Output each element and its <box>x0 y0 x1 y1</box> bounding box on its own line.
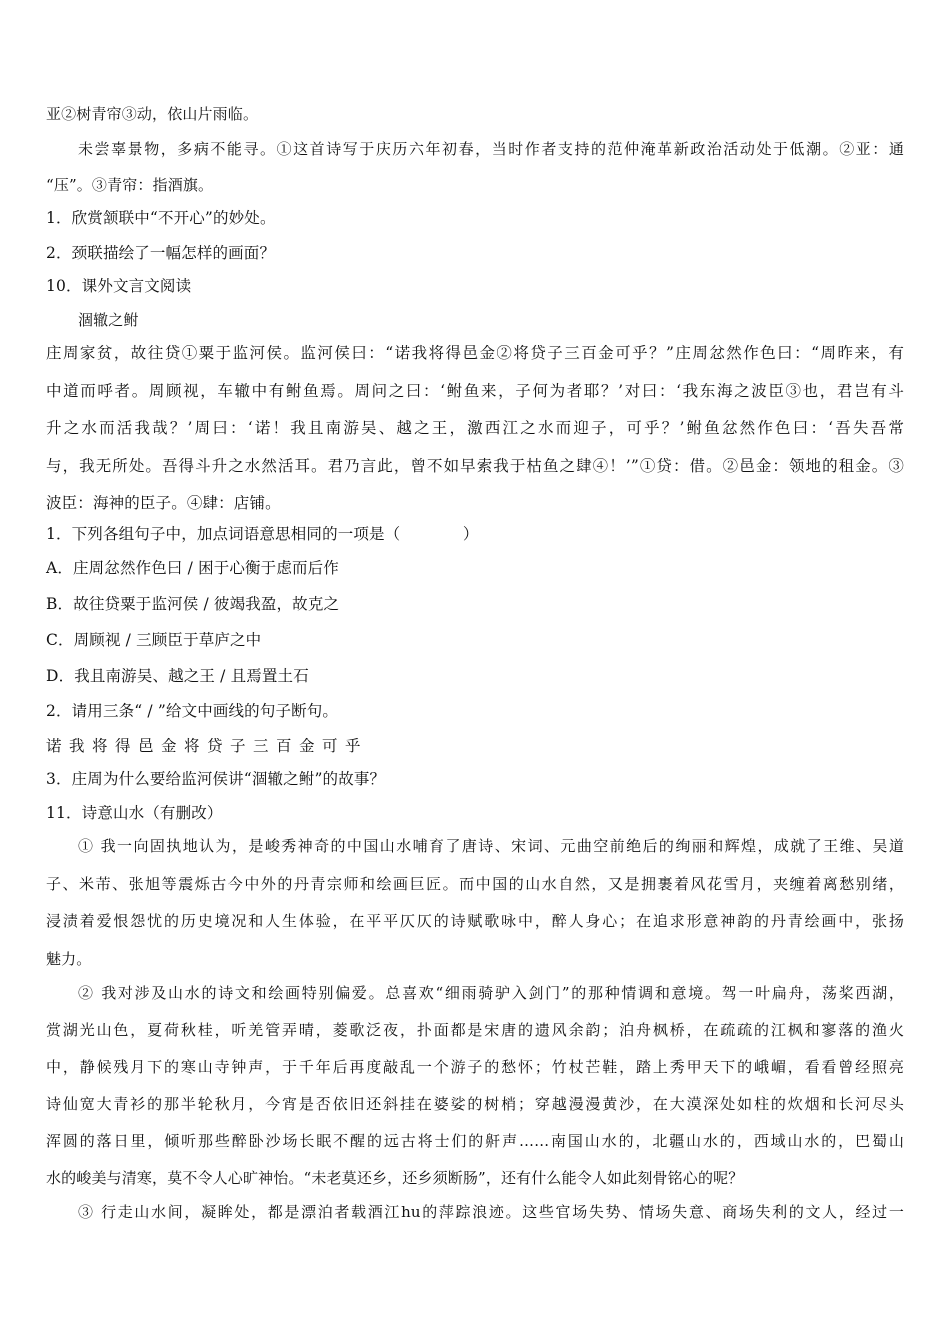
option-d: D．我且南游吴、越之王 / 且焉置土石 <box>46 667 309 685</box>
question-1: 1．下列各组句子中，加点词语意思相同的一项是（ ） <box>46 525 479 543</box>
passage-line: 与，我无所处。吾得斗升之水然活耳。君乃言此，曾不如早索我于枯鱼之肆④！’”①贷：借。②邑金：领地的租金。③ <box>46 457 904 475</box>
passage-line: 波臣：海神的臣子。④肆：店铺。 <box>46 494 281 512</box>
passage-line: 庄周家贫，故往贷①粟于监河侯。监河侯曰：“诺我将得邑金②将贷子三百金可乎？”庄周忿然作色曰：“周昨来，有 <box>46 344 904 362</box>
passage-line: 中道而呼者。周顾视，车辙中有鲋鱼焉。周问之曰：‘鲋鱼来，子何为者耶？’对曰：‘我东海之波臣③也，君岂有斗 <box>46 382 904 400</box>
article-line: 浑圆的落日里，倾听那些醉卧沙场长眠不醒的远古将士们的鼾声……南国山水的，北疆山水的，西域山水的，巴蜀山 <box>46 1132 904 1150</box>
question-2: 2．请用三条“ / ”给文中画线的句子断句。 <box>46 702 339 720</box>
poem-notes: “压”。③青帘：指酒旗。 <box>46 176 214 194</box>
passage-title: 涸辙之鲋 <box>78 311 139 329</box>
question-2: 2．颈联描绘了一幅怎样的画面？ <box>46 244 276 262</box>
article-line: 魅力。 <box>46 950 92 968</box>
article-line: 赏湖光山色，夏荷秋桂，听羌管弄晴，菱歌泛夜，扑面都是宋唐的遗风余韵；泊舟枫桥，在疏疏的江枫和寥落的渔火 <box>46 1021 904 1039</box>
section-11-heading: 11．诗意山水（有删改） <box>46 804 223 822</box>
option-a: A．庄周忿然作色曰 / 困于心衡于虑而后作 <box>46 559 339 577</box>
question-1: 1．欣赏颔联中“不开心”的妙处。 <box>46 209 276 227</box>
poem-line: 亚②树青帘③动，依山片雨临。 <box>46 105 259 123</box>
poem-line-with-notes: 未尝辜景物，多病不能寻。①这首诗写于庆历六年初春，当时作者支持的范仲淹革新政治活动处于低潮。②亚：通 <box>78 140 904 158</box>
question-3: 3．庄周为什么要给监河侯讲“涸辙之鲋”的故事？ <box>46 770 386 788</box>
section-10-heading: 10．课外文言文阅读 <box>46 277 192 295</box>
article-line: ① 我一向固执地认为，是峻秀神奇的中国山水哺育了唐诗、宋词、元曲空前绝后的绚丽和辉煌，成就了王维、吴道 <box>78 837 904 855</box>
article-line: 浸渍着爱恨怨忧的历史境况和人生体验，在平平仄仄的诗赋歌咏中，醉人身心；在追求形意神韵的丹青绘画中，张扬 <box>46 912 904 930</box>
article-line: 水的峻美与清寒，莫不令人心旷神怡。“未老莫还乡，还乡须断肠”，还有什么能令人如此刻骨铭心的呢？ <box>46 1169 744 1187</box>
sentence-to-punctuate: 诺我将得邑金将贷子三百金可乎 <box>46 737 369 755</box>
article-line: ③ 行走山水间，凝眸处，都是漂泊者载酒江hu的萍踪浪迹。这些官场失势、情场失意、商场失利的文人，经过一 <box>78 1203 904 1221</box>
article-line: 诗仙宽大青衫的那半轮秋月，今宵是否依旧还斜挂在婆娑的树梢；穿越漫漫黄沙，在大漠深处如柱的炊烟和长河尽头 <box>46 1095 904 1113</box>
article-line: ② 我对涉及山水的诗文和绘画特别偏爱。总喜欢“细雨骑驴入剑门”的那种情调和意境。驾一叶扁舟，荡桨西湖， <box>78 984 904 1002</box>
option-c: C．周顾视 / 三顾臣于草庐之中 <box>46 631 262 649</box>
article-line: 子、米芾、张旭等震烁古今中外的丹青宗师和绘画巨匠。而中国的山水自然，又是拥裹着风花雪月，夹缠着离愁别绪， <box>46 875 904 893</box>
passage-line: 升之水而活我哉？’周曰：‘诺！我且南游吴、越之王，激西江之水而迎子，可乎？’鲋鱼忿然作色曰：‘吾失吾常 <box>46 419 904 437</box>
option-b: B．故往贷粟于监河侯 / 彼竭我盈，故克之 <box>46 595 340 613</box>
article-line: 中，静候残月下的寒山寺钟声，于千年后再度敲乱一个游子的愁怀；竹杖芒鞋，踏上秀甲天下的峨嵋，看看曾经照亮 <box>46 1058 904 1076</box>
